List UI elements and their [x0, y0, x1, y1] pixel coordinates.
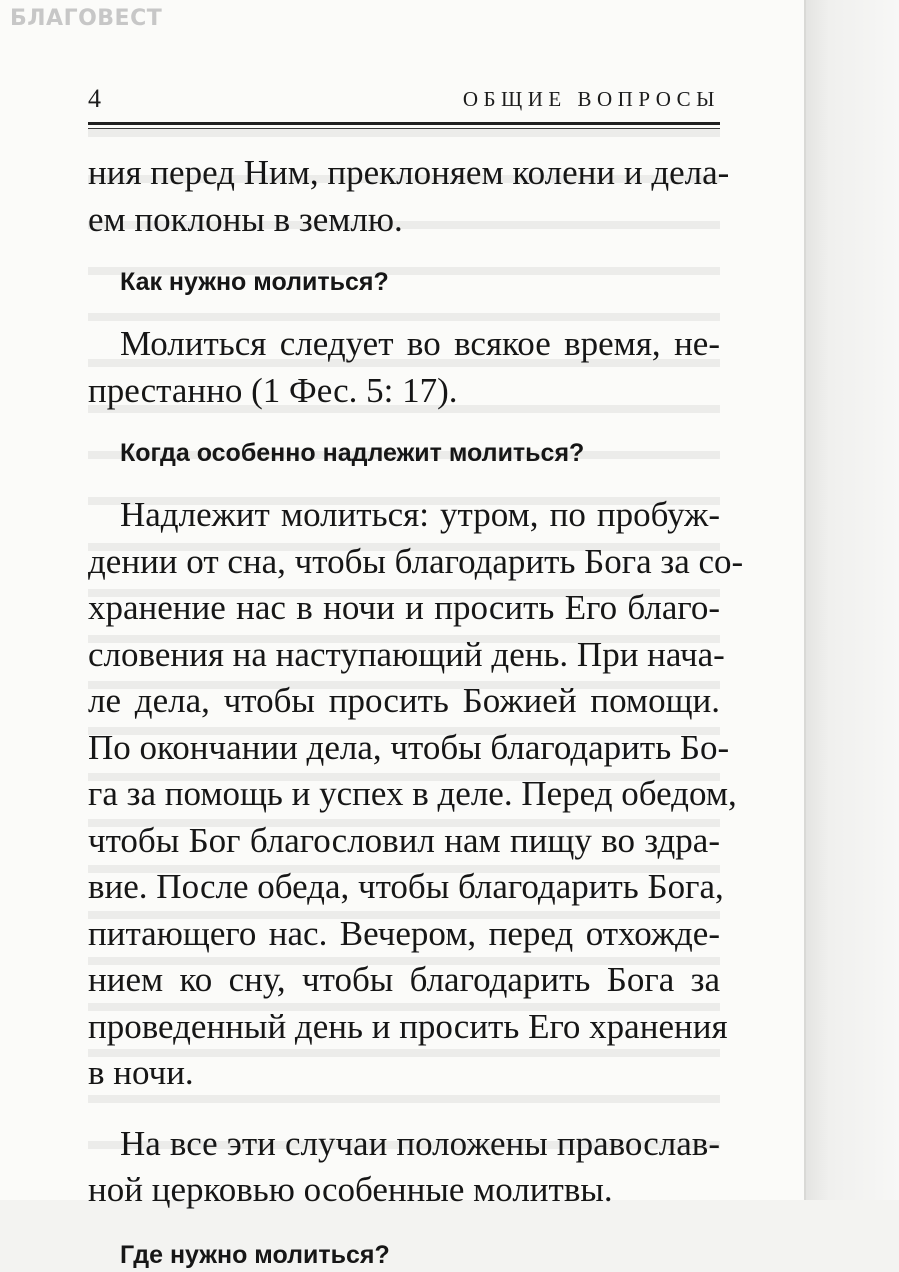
text-line: га за помощь и успех в деле. Перед обедом,	[88, 774, 737, 813]
paragraph-continuation	[88, 150, 730, 243]
text-line: чтобы Бог благословил нам пищу во здра-	[88, 820, 720, 860]
watermark-logo: БЛАГОВЕСТ	[10, 6, 163, 31]
text-line: ной церковью особенные молитвы.	[88, 1170, 613, 1209]
next-page-edge	[806, 0, 899, 1200]
text-line: На все эти случаи положены православ-	[120, 1123, 720, 1163]
header-rule-thin	[88, 128, 720, 129]
text-line: нием ко сну, чтобы благодарить Бога за	[88, 960, 720, 999]
text-line: хранение нас в ночи и просить Его благо-	[88, 588, 720, 627]
text-line: ния перед Ним, преклоняем колени и дела-	[88, 153, 730, 192]
text-line: престанно (1 Фес. 5: 17).	[88, 370, 458, 410]
text-line: словения на наступающий день. При нача-	[88, 634, 725, 674]
running-head: ОБЩИЕ ВОПРОСЫ	[462, 87, 720, 111]
question-heading: Где нужно молиться?	[120, 1240, 390, 1269]
text-line: дении от сна, чтобы благодарить Бога за со-	[88, 541, 744, 581]
answer-paragraph	[88, 492, 744, 1097]
text-line: По окончании дела, чтобы благодарить Бо-	[88, 727, 730, 767]
question-heading: Когда особенно надлежит молиться?	[120, 439, 585, 467]
page-number: 4	[88, 84, 101, 113]
text-line: в ночи.	[88, 1053, 194, 1092]
page-body	[88, 150, 744, 1272]
text-line: вие. После обеда, чтобы благодарить Бога,	[88, 867, 724, 906]
page-header	[88, 84, 720, 116]
header-rule-thick	[88, 122, 720, 125]
text-line: ле дела, чтобы просить Божией помощи.	[88, 681, 720, 720]
text-line: Молиться следует во всякое время, не-	[120, 324, 720, 363]
text-line: питающего нас. Вечером, перед отхожде-	[88, 913, 720, 953]
text-line: проведенный день и просить Его хранения	[88, 1006, 728, 1046]
question-heading: Как нужно молиться?	[120, 268, 389, 296]
text-line: Надлежит молиться: утром, по пробуж-	[120, 495, 720, 534]
answer-paragraph	[88, 321, 720, 414]
text-line: ем поклоны в землю.	[88, 199, 403, 239]
